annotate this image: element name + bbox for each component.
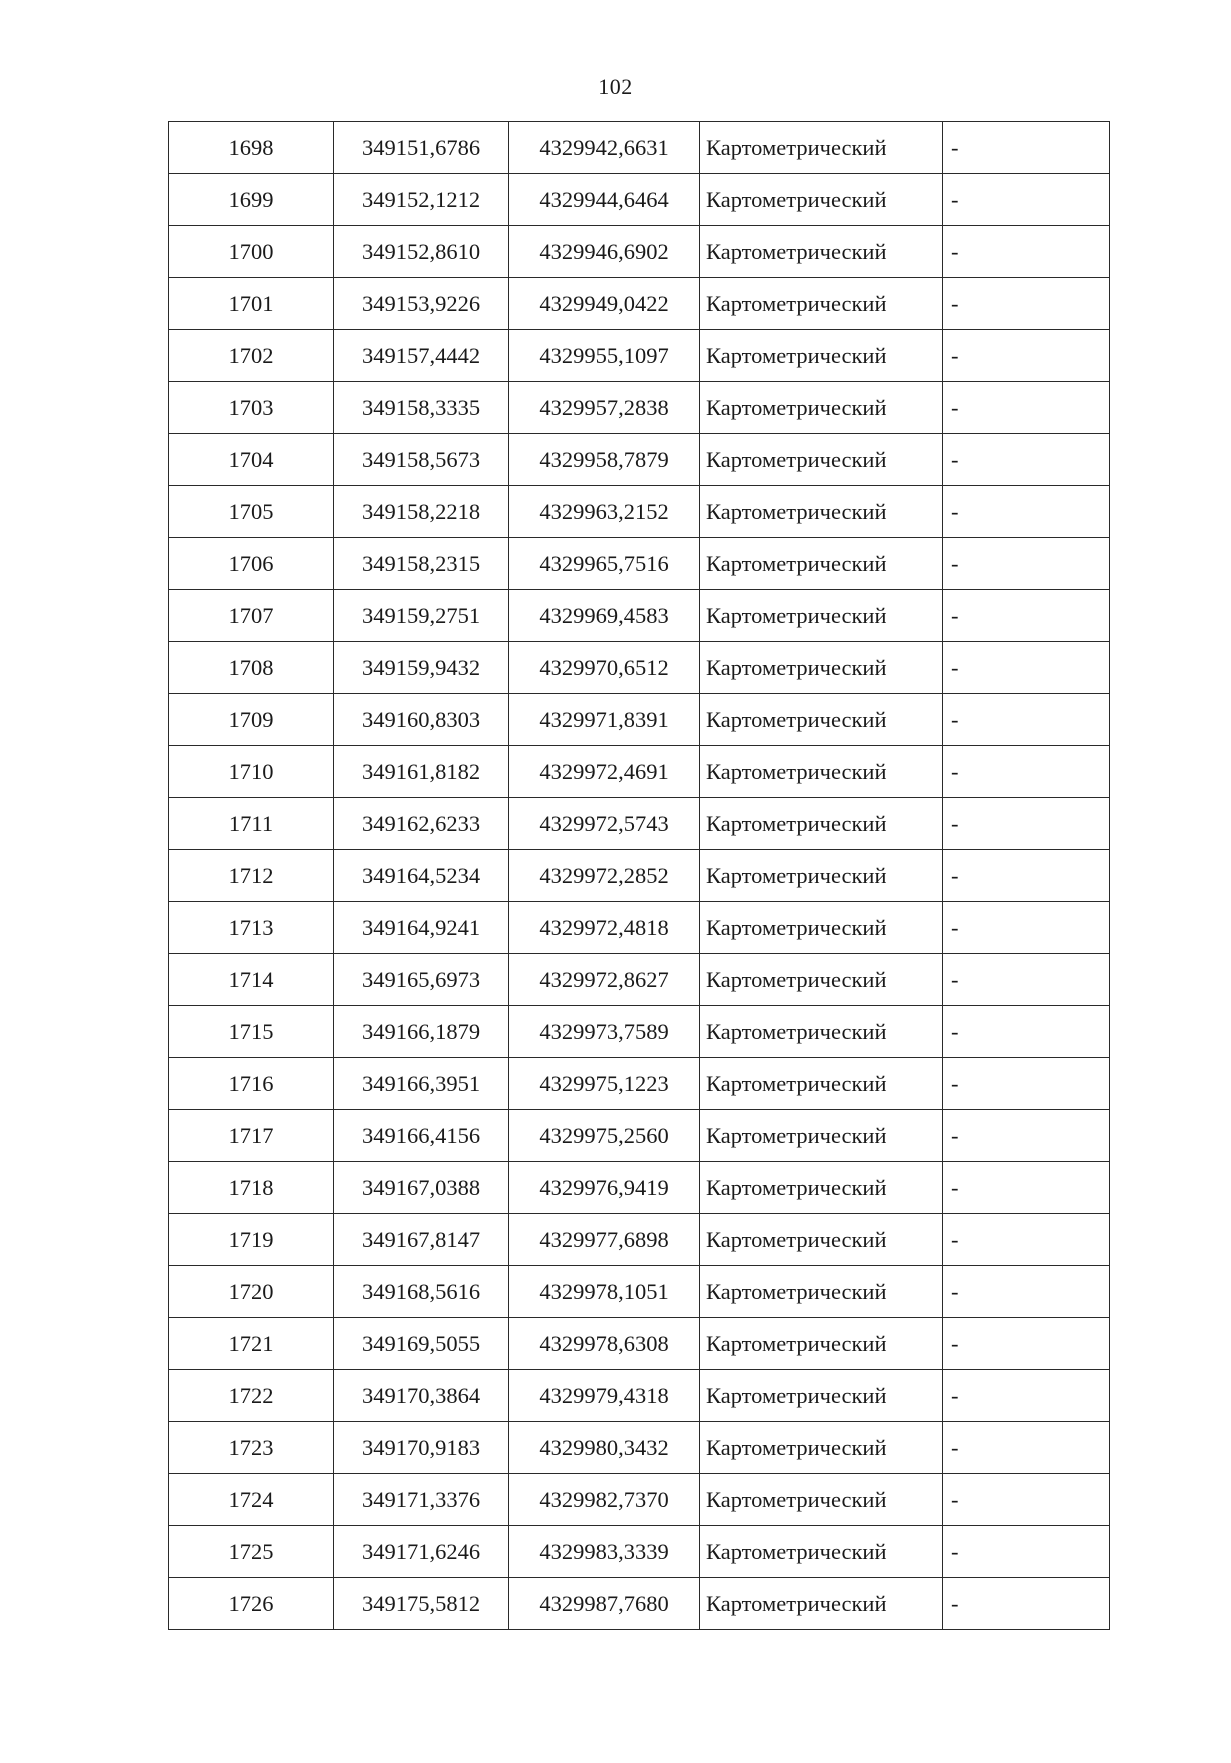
- method-cell: Картометрический: [700, 278, 943, 330]
- point-number-cell: 1704: [169, 434, 334, 486]
- point-number-cell: 1716: [169, 1058, 334, 1110]
- extra-cell: -: [943, 538, 1110, 590]
- extra-cell: -: [943, 798, 1110, 850]
- x-coordinate-cell: 349165,6973: [334, 954, 509, 1006]
- method-cell: Картометрический: [700, 850, 943, 902]
- table-row: [169, 1110, 1110, 1162]
- x-coordinate-cell: 349157,4442: [334, 330, 509, 382]
- extra-cell: -: [943, 174, 1110, 226]
- point-number-cell: 1717: [169, 1110, 334, 1162]
- point-number-cell: 1703: [169, 382, 334, 434]
- point-number-cell: 1719: [169, 1214, 334, 1266]
- x-coordinate-cell: 349158,5673: [334, 434, 509, 486]
- x-coordinate-cell: 349158,2315: [334, 538, 509, 590]
- y-coordinate-cell: 4329965,7516: [509, 538, 700, 590]
- method-cell: Картометрический: [700, 1474, 943, 1526]
- y-coordinate-cell: 4329972,4691: [509, 746, 700, 798]
- extra-cell: -: [943, 1578, 1110, 1630]
- y-coordinate-cell: 4329978,6308: [509, 1318, 700, 1370]
- x-coordinate-cell: 349159,9432: [334, 642, 509, 694]
- y-coordinate-cell: 4329958,7879: [509, 434, 700, 486]
- point-number-cell: 1725: [169, 1526, 334, 1578]
- y-coordinate-cell: 4329979,4318: [509, 1370, 700, 1422]
- method-cell: Картометрический: [700, 1006, 943, 1058]
- point-number-cell: 1720: [169, 1266, 334, 1318]
- extra-cell: -: [943, 694, 1110, 746]
- method-cell: Картометрический: [700, 1526, 943, 1578]
- x-coordinate-cell: 349162,6233: [334, 798, 509, 850]
- point-number-cell: 1722: [169, 1370, 334, 1422]
- y-coordinate-cell: 4329969,4583: [509, 590, 700, 642]
- method-cell: Картометрический: [700, 1578, 943, 1630]
- method-cell: Картометрический: [700, 1318, 943, 1370]
- y-coordinate-cell: 4329978,1051: [509, 1266, 700, 1318]
- table-row: [169, 590, 1110, 642]
- extra-cell: -: [943, 382, 1110, 434]
- table-row: [169, 1266, 1110, 1318]
- x-coordinate-cell: 349152,8610: [334, 226, 509, 278]
- point-number-cell: 1709: [169, 694, 334, 746]
- point-number-cell: 1707: [169, 590, 334, 642]
- y-coordinate-cell: 4329949,0422: [509, 278, 700, 330]
- table-row: [169, 434, 1110, 486]
- table-row: [169, 330, 1110, 382]
- table-row: [169, 122, 1110, 174]
- method-cell: Картометрический: [700, 226, 943, 278]
- extra-cell: -: [943, 902, 1110, 954]
- method-cell: Картометрический: [700, 1110, 943, 1162]
- y-coordinate-cell: 4329963,2152: [509, 486, 700, 538]
- y-coordinate-cell: 4329972,4818: [509, 902, 700, 954]
- point-number-cell: 1713: [169, 902, 334, 954]
- extra-cell: -: [943, 1110, 1110, 1162]
- extra-cell: -: [943, 330, 1110, 382]
- y-coordinate-cell: 4329983,3339: [509, 1526, 700, 1578]
- extra-cell: -: [943, 434, 1110, 486]
- method-cell: Картометрический: [700, 1162, 943, 1214]
- point-number-cell: 1718: [169, 1162, 334, 1214]
- x-coordinate-cell: 349169,5055: [334, 1318, 509, 1370]
- table-row: [169, 1526, 1110, 1578]
- y-coordinate-cell: 4329946,6902: [509, 226, 700, 278]
- extra-cell: -: [943, 1214, 1110, 1266]
- x-coordinate-cell: 349158,3335: [334, 382, 509, 434]
- y-coordinate-cell: 4329973,7589: [509, 1006, 700, 1058]
- point-number-cell: 1700: [169, 226, 334, 278]
- method-cell: Картометрический: [700, 486, 943, 538]
- point-number-cell: 1708: [169, 642, 334, 694]
- method-cell: Картометрический: [700, 434, 943, 486]
- table-row: [169, 486, 1110, 538]
- table-row: [169, 1214, 1110, 1266]
- point-number-cell: 1710: [169, 746, 334, 798]
- method-cell: Картометрический: [700, 1214, 943, 1266]
- method-cell: Картометрический: [700, 746, 943, 798]
- point-number-cell: 1714: [169, 954, 334, 1006]
- point-number-cell: 1726: [169, 1578, 334, 1630]
- y-coordinate-cell: 4329972,2852: [509, 850, 700, 902]
- table-row: [169, 902, 1110, 954]
- x-coordinate-cell: 349170,3864: [334, 1370, 509, 1422]
- extra-cell: -: [943, 486, 1110, 538]
- extra-cell: -: [943, 642, 1110, 694]
- extra-cell: -: [943, 1162, 1110, 1214]
- method-cell: Картометрический: [700, 1370, 943, 1422]
- table-row: [169, 850, 1110, 902]
- table-row: [169, 1370, 1110, 1422]
- method-cell: Картометрический: [700, 798, 943, 850]
- x-coordinate-cell: 349158,2218: [334, 486, 509, 538]
- extra-cell: -: [943, 1058, 1110, 1110]
- x-coordinate-cell: 349167,0388: [334, 1162, 509, 1214]
- extra-cell: -: [943, 1370, 1110, 1422]
- point-number-cell: 1712: [169, 850, 334, 902]
- x-coordinate-cell: 349153,9226: [334, 278, 509, 330]
- table-row: [169, 798, 1110, 850]
- table-row: [169, 226, 1110, 278]
- point-number-cell: 1698: [169, 122, 334, 174]
- table-row: [169, 954, 1110, 1006]
- y-coordinate-cell: 4329987,7680: [509, 1578, 700, 1630]
- method-cell: Картометрический: [700, 954, 943, 1006]
- table-row: [169, 1422, 1110, 1474]
- table-body: [169, 122, 1110, 1630]
- x-coordinate-cell: 349167,8147: [334, 1214, 509, 1266]
- extra-cell: -: [943, 1006, 1110, 1058]
- method-cell: Картометрический: [700, 1422, 943, 1474]
- method-cell: Картометрический: [700, 382, 943, 434]
- table-row: [169, 694, 1110, 746]
- method-cell: Картометрический: [700, 642, 943, 694]
- point-number-cell: 1699: [169, 174, 334, 226]
- point-number-cell: 1706: [169, 538, 334, 590]
- y-coordinate-cell: 4329944,6464: [509, 174, 700, 226]
- x-coordinate-cell: 349164,9241: [334, 902, 509, 954]
- y-coordinate-cell: 4329957,2838: [509, 382, 700, 434]
- page-number: 102: [598, 74, 633, 99]
- x-coordinate-cell: 349166,4156: [334, 1110, 509, 1162]
- table-row: [169, 1318, 1110, 1370]
- point-number-cell: 1721: [169, 1318, 334, 1370]
- x-coordinate-cell: 349151,6786: [334, 122, 509, 174]
- point-number-cell: 1701: [169, 278, 334, 330]
- method-cell: Картометрический: [700, 330, 943, 382]
- extra-cell: -: [943, 122, 1110, 174]
- table-row: [169, 174, 1110, 226]
- extra-cell: -: [943, 1422, 1110, 1474]
- table-row: [169, 746, 1110, 798]
- y-coordinate-cell: 4329972,5743: [509, 798, 700, 850]
- extra-cell: -: [943, 746, 1110, 798]
- y-coordinate-cell: 4329975,2560: [509, 1110, 700, 1162]
- extra-cell: -: [943, 590, 1110, 642]
- x-coordinate-cell: 349175,5812: [334, 1578, 509, 1630]
- x-coordinate-cell: 349166,3951: [334, 1058, 509, 1110]
- table-row: [169, 1006, 1110, 1058]
- extra-cell: -: [943, 1266, 1110, 1318]
- table-row: [169, 538, 1110, 590]
- method-cell: Картометрический: [700, 694, 943, 746]
- point-number-cell: 1724: [169, 1474, 334, 1526]
- point-number-cell: 1705: [169, 486, 334, 538]
- table-row: [169, 1162, 1110, 1214]
- table-row: [169, 382, 1110, 434]
- table-row: [169, 1058, 1110, 1110]
- y-coordinate-cell: 4329976,9419: [509, 1162, 700, 1214]
- y-coordinate-cell: 4329942,6631: [509, 122, 700, 174]
- x-coordinate-cell: 349161,8182: [334, 746, 509, 798]
- method-cell: Картометрический: [700, 902, 943, 954]
- table-row: [169, 278, 1110, 330]
- point-number-cell: 1715: [169, 1006, 334, 1058]
- table-row: [169, 1578, 1110, 1630]
- x-coordinate-cell: 349160,8303: [334, 694, 509, 746]
- x-coordinate-cell: 349164,5234: [334, 850, 509, 902]
- table-row: [169, 1474, 1110, 1526]
- extra-cell: -: [943, 850, 1110, 902]
- coordinates-table: [168, 121, 1110, 1630]
- y-coordinate-cell: 4329972,8627: [509, 954, 700, 1006]
- extra-cell: -: [943, 1474, 1110, 1526]
- x-coordinate-cell: 349171,6246: [334, 1526, 509, 1578]
- y-coordinate-cell: 4329982,7370: [509, 1474, 700, 1526]
- method-cell: Картометрический: [700, 1266, 943, 1318]
- method-cell: Картометрический: [700, 174, 943, 226]
- method-cell: Картометрический: [700, 1058, 943, 1110]
- y-coordinate-cell: 4329977,6898: [509, 1214, 700, 1266]
- y-coordinate-cell: 4329975,1223: [509, 1058, 700, 1110]
- y-coordinate-cell: 4329970,6512: [509, 642, 700, 694]
- extra-cell: -: [943, 278, 1110, 330]
- x-coordinate-cell: 349166,1879: [334, 1006, 509, 1058]
- x-coordinate-cell: 349159,2751: [334, 590, 509, 642]
- point-number-cell: 1723: [169, 1422, 334, 1474]
- y-coordinate-cell: 4329971,8391: [509, 694, 700, 746]
- x-coordinate-cell: 349168,5616: [334, 1266, 509, 1318]
- method-cell: Картометрический: [700, 590, 943, 642]
- table-row: [169, 642, 1110, 694]
- x-coordinate-cell: 349170,9183: [334, 1422, 509, 1474]
- method-cell: Картометрический: [700, 122, 943, 174]
- point-number-cell: 1702: [169, 330, 334, 382]
- extra-cell: -: [943, 954, 1110, 1006]
- x-coordinate-cell: 349171,3376: [334, 1474, 509, 1526]
- y-coordinate-cell: 4329955,1097: [509, 330, 700, 382]
- point-number-cell: 1711: [169, 798, 334, 850]
- method-cell: Картометрический: [700, 538, 943, 590]
- y-coordinate-cell: 4329980,3432: [509, 1422, 700, 1474]
- extra-cell: -: [943, 226, 1110, 278]
- x-coordinate-cell: 349152,1212: [334, 174, 509, 226]
- extra-cell: -: [943, 1526, 1110, 1578]
- extra-cell: -: [943, 1318, 1110, 1370]
